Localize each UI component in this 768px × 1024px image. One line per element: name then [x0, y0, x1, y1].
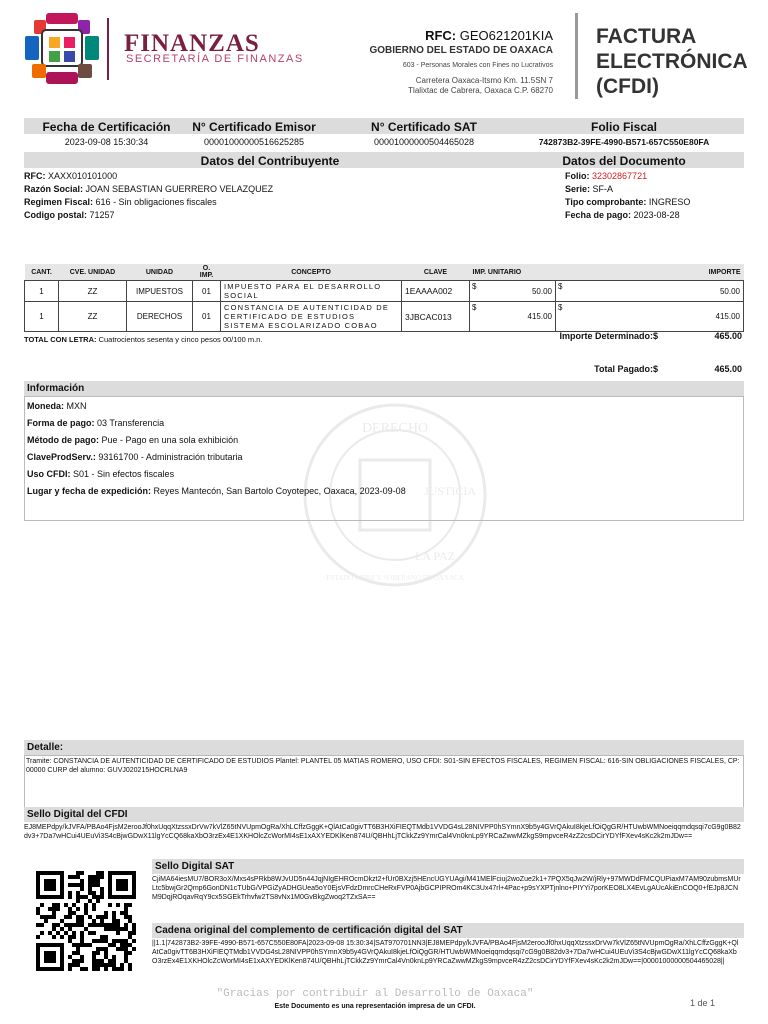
folio-fiscal-value: 742873B2-39FE-4990-B571-657C550E80FA — [538, 137, 710, 147]
col-unidad: UNIDAD — [127, 264, 193, 281]
info-uso-value: S01 - Sin efectos fiscales — [73, 469, 175, 479]
doc-folio-label: Folio: — [565, 171, 590, 181]
document-title — [596, 24, 748, 99]
issuer-rfc — [425, 28, 553, 43]
watermark-text-4: ESTADO LIBRE Y SOBERANO DE OAXACA — [326, 574, 464, 582]
info-clave-label: ClaveProdServ.: — [27, 452, 96, 462]
col-cve-unidad: CVE. UNIDAD — [59, 264, 127, 281]
row-oimp: 01 — [193, 281, 221, 302]
brand-subtitle: SECRETARÍA DE FINANZAS — [126, 53, 304, 65]
total-letra-value: Cuatrocientos sesenta y cinco pesos 00/100 m.n. — [98, 335, 263, 344]
cert-emisor-label: N° Certificado Emisor — [192, 120, 316, 134]
row-unit — [470, 281, 556, 302]
contrib-razon-label: Razón Social: — [24, 184, 84, 194]
issuer-address-line2: Tlalixtac de Cabrera, Oaxaca C.P. 68270 — [408, 86, 553, 95]
doc-tipo — [565, 196, 745, 209]
info-uso — [27, 466, 741, 483]
cadena-title: Cadena original del complemento de certificación digital del SAT — [152, 923, 744, 938]
detalle-text: Tramite: CONSTANCIA DE AUTENTICIDAD DE CERTIFICADO DE ESTUDIOS Plantel: PLANTEL 05 MATIAS ROMERO, USO CFDI: S01-SIN EFECTOS FISCALES, REGIMEN FISCAL: 616-SIN OBLIGACIONES FISCALES, CP: 00000 CURP del alumno: GUVJ020215HOCRLNA9 — [24, 755, 744, 809]
issuer-rfc-value: GEO621201KIA — [459, 28, 553, 43]
info-moneda-label: Moneda: — [27, 401, 64, 411]
folio-fiscal-label: Folio Fiscal — [590, 120, 657, 134]
row-cve: ZZ — [59, 281, 127, 302]
col-imp-unitario: IMP. UNITARIO — [470, 264, 556, 281]
watermark-text-2: JUSTICIA — [423, 484, 477, 498]
doc-fecha-pago-value: 2023-08-28 — [633, 210, 680, 220]
contrib-rfc — [24, 170, 484, 183]
doc-folio-value: 32302867721 — [592, 171, 648, 181]
row-clave: 3JBCAC013 — [402, 302, 470, 332]
row-unit-value: 415.00 — [527, 312, 552, 321]
row-importe-value: 415.00 — [715, 312, 740, 321]
table-row — [25, 281, 744, 302]
cert-emisor-value: 00001000000516625285 — [203, 137, 305, 147]
finanzas-logo — [22, 12, 102, 86]
issuer-regimen: 603 - Personas Morales con Fines no Lucrativos — [402, 62, 553, 69]
cert-sat-value: 00001000000504465028 — [373, 137, 475, 147]
header-divider — [107, 18, 109, 80]
doc-folio — [565, 170, 745, 183]
row-cant: 1 — [25, 281, 59, 302]
document-title-line2: ELECTRÓNICA — [596, 50, 748, 73]
contrib-cp — [24, 209, 484, 222]
fecha-cert-label: Fecha de Certificación — [42, 120, 171, 134]
importe-determinado-value: 465.00 — [714, 331, 742, 341]
contrib-cp-value: 71257 — [89, 210, 115, 220]
footer-gracias: "Gracias por contribuir al Desarrollo de Oaxaca" — [216, 988, 534, 1000]
doc-serie-value: SF-A — [592, 184, 614, 194]
info-moneda-value: MXN — [66, 401, 87, 411]
document-title-line1: FACTURA — [596, 25, 697, 48]
documento-block — [565, 170, 745, 222]
title-divider — [575, 13, 578, 99]
sello-cfdi-text: EJ8MEPdpy/kJVFA/PBAo4FjsM2erooJf0hxUqqXtzssxDrVw7kVlZ65tNVUpmOgRa/XhLCffzGggK+QlAtCa0givTT6B3HXiFIEQTMdb1VVDG4sL28NIVPP0hSYmnX9b5y4GVrQAkuI8kjeLfOiQgGR/HTUwbWMNoeiqqmdqsqi7cG9g0B82dv3+7Da7wHCui4UEuVi3S4cBjwGDwX11lgYcCQ68kaXbO3rzEx4E1XKHOlcZcWorMI4sE1xAXYEDKlKen874U/QBHhLjTCkkZz9YmrCal4Vn0knLp9YRCaZwwMZkgS9mpvceR4zZ2csDCirYDYfFXev4sKc2k2mJDw== — [24, 824, 741, 840]
info-metodo — [27, 432, 741, 449]
doc-tipo-label: Tipo comprobante: — [565, 197, 647, 207]
page-number: 1 de 1 — [690, 998, 716, 1008]
col-clave: CLAVE — [402, 264, 470, 281]
info-uso-label: Uso CFDI: — [27, 469, 71, 479]
items-table — [24, 264, 744, 332]
contrib-cp-label: Codigo postal: — [24, 210, 87, 220]
sello-sat-title: Sello Digital SAT — [152, 859, 744, 874]
doc-tipo-value: INGRESO — [648, 197, 691, 207]
row-unidad: IMPUESTOS — [127, 281, 193, 302]
total-letra-label: TOTAL CON LETRA: — [24, 335, 97, 344]
info-lugar-label: Lugar y fecha de expedición: — [27, 486, 152, 496]
issuer-address-line1: Carretera Oaxaca-Itsmo Km. 11.5SN 7 — [415, 76, 553, 85]
contrib-razon — [24, 183, 484, 196]
sello-cfdi-title: Sello Digital del CFDI — [24, 807, 744, 822]
watermark-text-3: LA PAZ — [415, 549, 455, 563]
total-pagado-label: Total Pagado:$ — [594, 364, 658, 374]
info-metodo-value: Pue - Pago en una sola exhibición — [101, 435, 239, 445]
info-moneda — [27, 398, 741, 415]
total-letra — [24, 335, 262, 344]
cadena-text: ||1.1|742873B2-39FE-4990-B571-657C550E80FA|2023-09-08 15:30:34|SAT970701NN3|EJ8MEPdpy/kJVFA/PBAo4FjsM2erooJf0hxUqqXtzssxDrVw7kVlZ65tNVUpmOgRa/XhLCffzGggK+QlAtCa0givTT6B3HXiFIEQTMdb1VVDG4sL28NIVPP0hSYmnX9b5y4GVrQAkuI8kjeLfOiQgGR/HTUwbWMNoeiqqmdqsqi7cG9g0B82dv3+7Da7wHCui4UEuVi3S4cBjwGDwX11lgYcCQ68kaXbO3rzEx4E1XKHOlcZcWorMI4sE1xAXYEDKlKen874U/QBHhLjTCkkZz9YmrCal4Vn0knLp9YRCaZwwMZkgS9mpvceR4zZ2csDCirYDYfFXev4sKc2k2mJDw==|00001000000504465028|| — [152, 940, 739, 965]
col-importe: IMPORTE — [556, 264, 744, 281]
row-unit-value: 50.00 — [531, 286, 552, 296]
issuer-name: GOBIERNO DEL ESTADO DE OAXACA — [369, 45, 553, 56]
info-lugar-value: Reyes Mantecón, San Bartolo Coyotepec, Oaxaca, 2023-09-08 — [153, 486, 406, 496]
cert-sat-label: N° Certificado SAT — [371, 120, 477, 134]
row-importe — [556, 302, 744, 332]
items-header-row — [25, 264, 744, 281]
fecha-cert-value: 2023-09-08 15:30:34 — [64, 137, 149, 147]
row-unit — [470, 302, 556, 332]
contrib-rfc-value: XAXX010101000 — [48, 171, 118, 181]
info-forma-label: Forma de pago: — [27, 418, 95, 428]
contrib-razon-value: JOAN SEBASTIAN GUERRERO VELAZQUEZ — [85, 184, 274, 194]
info-title: Información — [24, 381, 744, 396]
sello-sat-text: CjiMA64iesMU7/BOR3oX/Mxs4sPRkb8WJvUD5n44JqjNIgEHROcmDkzt2+fUr0BXzj5HEncUGYUAgi/M41MElFciuj2woZue2k1+7PQX5qJw2W/jRly+97MWDdFMCQUPiaxM7AM90zubmsMUrLtc5bwjGr2Qmp6GonDN1cTUbG/VPGiZyADHGUea5oY0EjsVFdzDmrcCHeRxFVP0AjbGCPIPROm4KC3Ux47rl+4Pac+p9sYXPTjnlno+PIYYi7porKEO8LX4EvLgAUcAkiEnCOQ0+fEJp8JCNM9DqjROqavRqY9cx5SGEkTrhvfw2TS8vNx1M0GvBkgZwoq2TZxSA== — [152, 876, 741, 901]
documento-title: Datos del Documento — [562, 154, 686, 168]
row-oimp: 01 — [193, 302, 221, 332]
contrib-regimen — [24, 196, 484, 209]
info-metodo-label: Método de pago: — [27, 435, 99, 445]
brand-title: FINANZAS — [124, 30, 260, 57]
info-clave-value: 93161700 - Administración tributaria — [98, 452, 243, 462]
row-cant: 1 — [25, 302, 59, 332]
importe-determinado-label: Importe Determinado:$ — [559, 331, 658, 341]
contribuyente-block — [24, 170, 484, 222]
col-concepto: CONCEPTO — [221, 264, 402, 281]
contrib-regimen-label: Regimen Fiscal: — [24, 197, 94, 207]
contrib-regimen-value: 616 - Sin obligaciones fiscales — [95, 197, 217, 207]
currency-sign: $ — [558, 282, 563, 291]
row-cve: ZZ — [59, 302, 127, 332]
row-importe-value: 50.00 — [719, 286, 740, 296]
doc-fecha-pago-label: Fecha de pago: — [565, 210, 632, 220]
col-cant: CANT. — [25, 264, 59, 281]
issuer-address — [323, 76, 553, 96]
currency-sign: $ — [472, 282, 477, 291]
info-clave — [27, 449, 741, 466]
row-unidad: DERECHOS — [127, 302, 193, 332]
total-pagado-value: 465.00 — [714, 364, 742, 374]
info-forma — [27, 415, 741, 432]
detalle-title: Detalle: — [24, 740, 744, 755]
info-lugar — [27, 483, 741, 500]
doc-fecha-pago — [565, 209, 745, 222]
footer-representacion: Este Documento es una representación impresa de un CFDI. — [274, 1003, 476, 1010]
row-clave: 1EAAAA002 — [402, 281, 470, 302]
row-concepto: IMPUESTO PARA EL DESARROLLO SOCIAL — [221, 281, 402, 302]
currency-sign: $ — [472, 303, 477, 312]
watermark-text-1: DERECHO — [361, 421, 429, 436]
document-title-line3: (CFDI) — [596, 75, 659, 98]
qr-code — [36, 871, 136, 971]
contribuyente-title: Datos del Contribuyente — [200, 154, 340, 168]
row-importe — [556, 281, 744, 302]
info-forma-value: 03 Transferencia — [97, 418, 165, 428]
contrib-rfc-label: RFC: — [24, 171, 46, 181]
info-box — [24, 396, 744, 521]
col-oimp: O. IMP. — [193, 264, 221, 281]
issuer-rfc-label: RFC: — [425, 28, 457, 43]
currency-sign: $ — [558, 303, 563, 312]
doc-serie-label: Serie: — [565, 184, 591, 194]
doc-serie — [565, 183, 745, 196]
table-row — [25, 302, 744, 332]
row-concepto: CONSTANCIA DE AUTENTICIDAD DE CERTIFICADO DE ESTUDIOS SISTEMA ESCOLARIZADO COBAO — [221, 302, 402, 332]
